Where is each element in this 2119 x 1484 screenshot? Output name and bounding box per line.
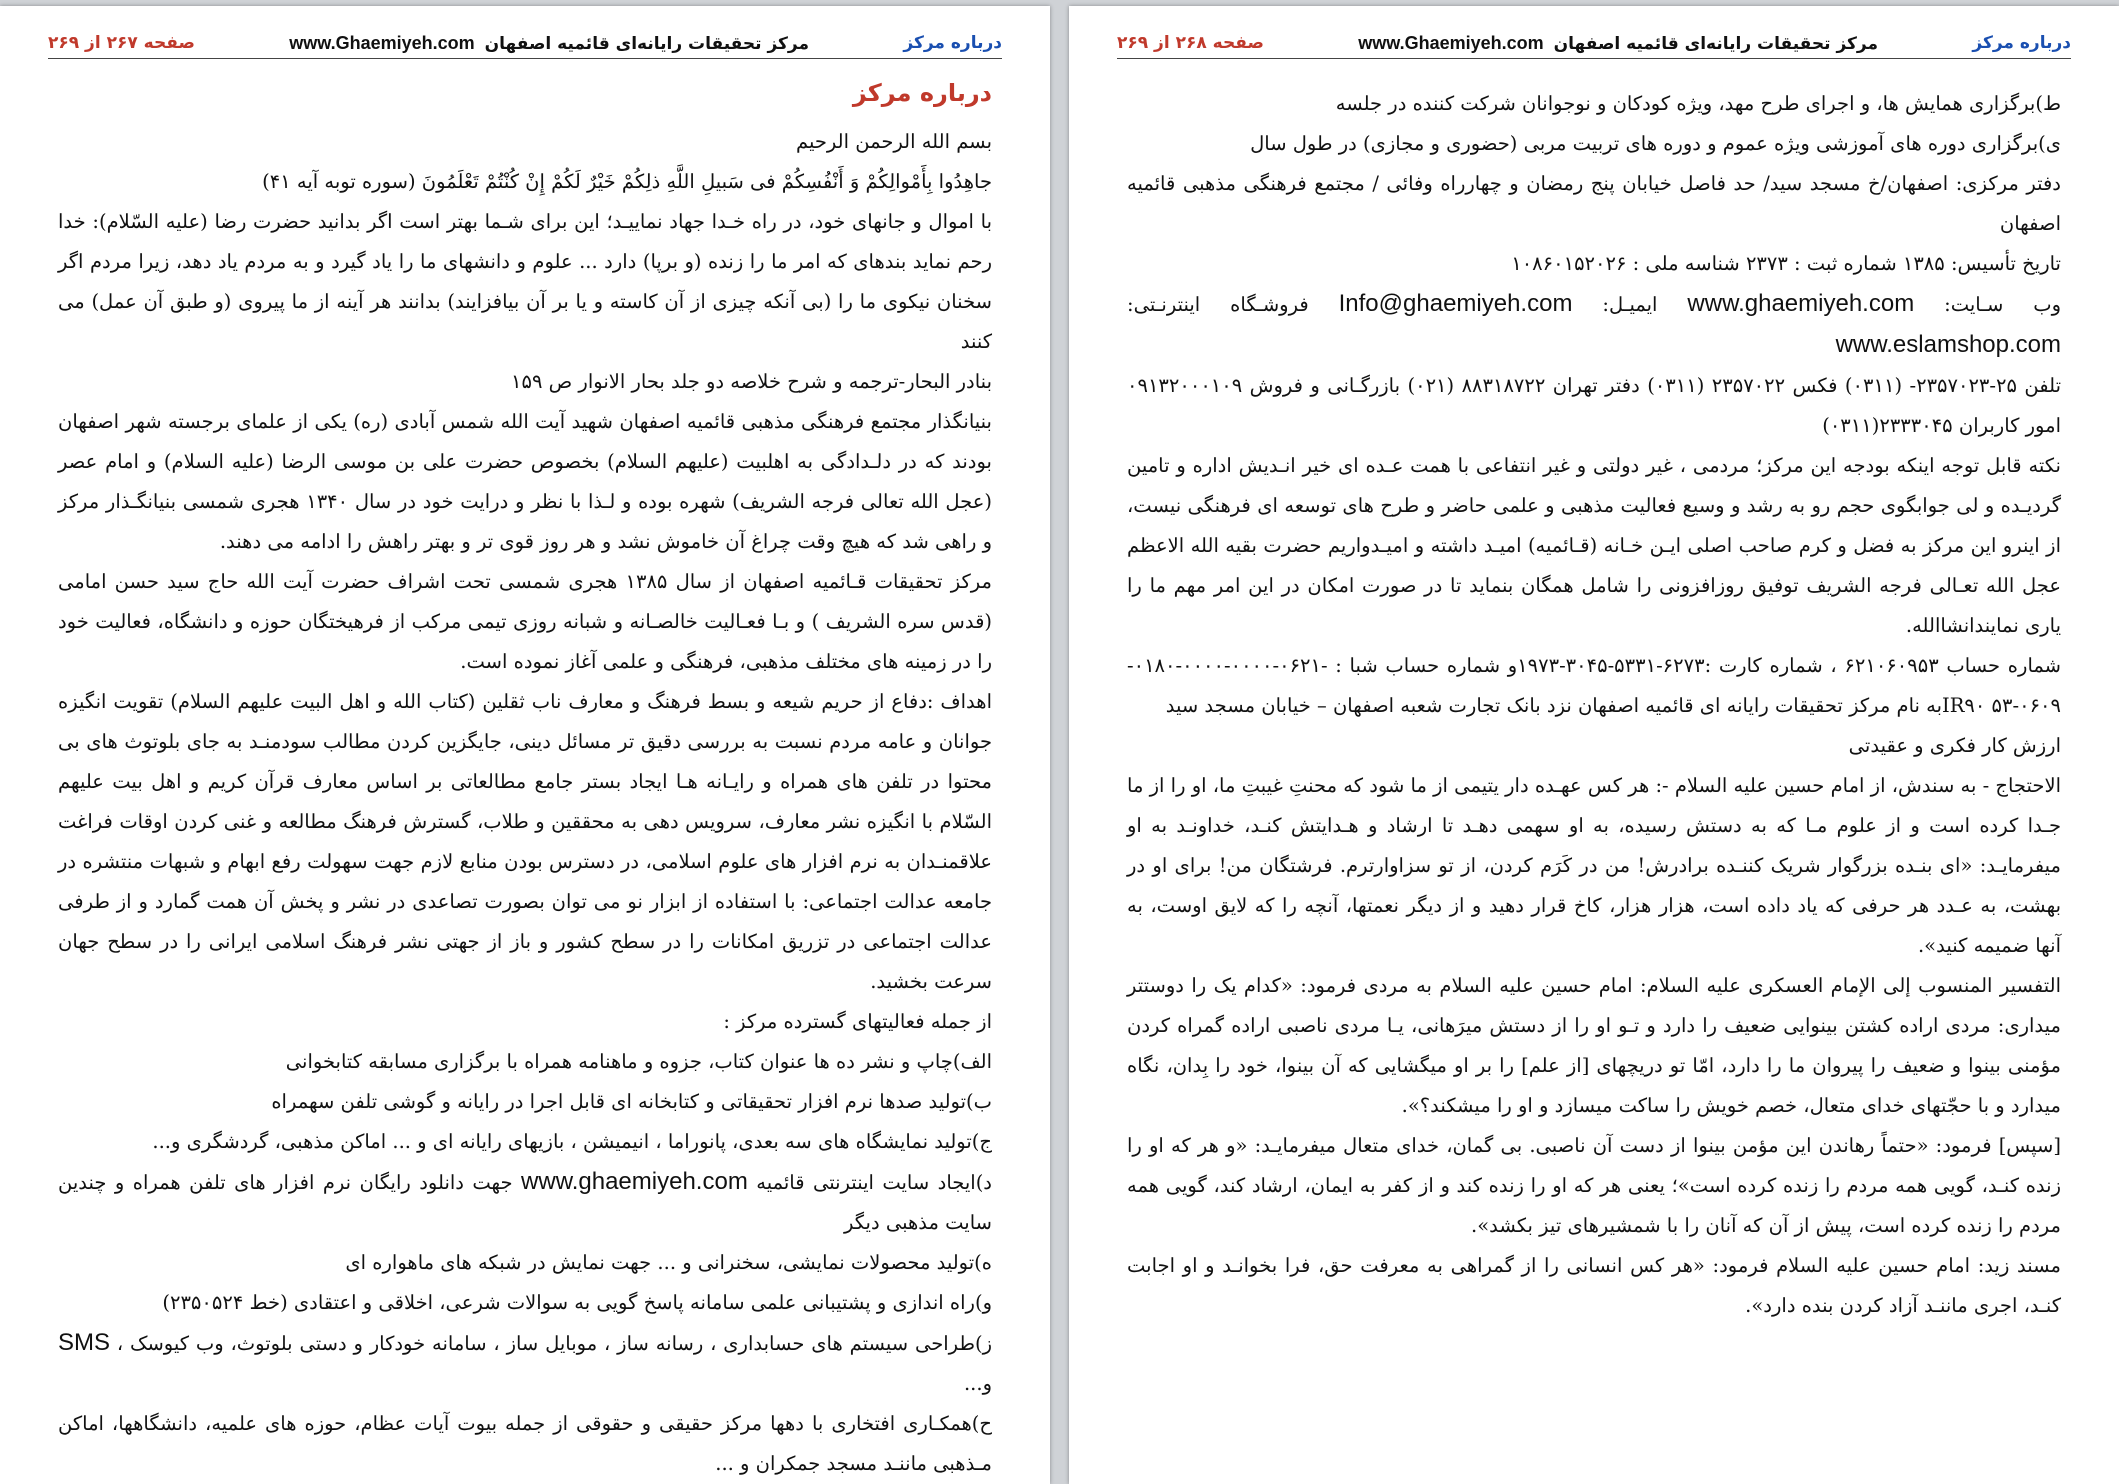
page-body [58, 70, 992, 1484]
paragraph: التفسیر المنسوب إلی الإمام العسکری علیه السلام: امام حسین علیه السلام به مردی فرمود: «کدام یک را دوستتر میداری: مردی اراده کشتن بینوایی ضعیف را دارد و تـو او را از دستش میرَهانی، یـا مردی ناصبی اراده گمراه کردن مؤمنی بینوا و ضعیف را پیروان ما را دارد، امّا تو دریچهای [از علم] را بر او میگشایی که آن بینوا، خود را بِدان، نگاه میدارد و با حجّتهای خدای متعال، خصم خویش را ساکت میسازد و او را میشکند؟». [1127, 974, 2061, 1117]
header-center-title: مرکز تحقیقات رایانه‌ای قائمیه اصفهان [484, 33, 810, 54]
list-item: ح)همکـاری افتخاری با دهها مرکز حقیقی و حقوقی از جمله بیوت آیات عظام، حوزه های علمیه، دانشگاهها، اماکن مـذهبی ماننـد مسجد جمکران و ... [58, 1412, 992, 1475]
item-text: جهت دانلود رایگان نرم افزار های تلفن همراه و چندین سایت مذهبی دیگر [58, 1171, 992, 1234]
list-item: ط)برگزاری همایش ها، و اجرای طرح مهد، ویژه کودکان و نوجوانان شرکت کننده در جلسه [1335, 92, 2061, 115]
paragraph: اهداف :دفاع از حریم شیعه و بسط فرهنگ و معارف ناب ثقلین (کتاب الله و اهل البیت علیهم السلام) تقویت انگیزه جوانان و عامه مردم نسبت به بررسی دقیق تر مسائل دینی، جایگزین کردن مطالب سودمنـد به جای بلوتوث های بی محتوا در تلفن های همراه و رایـانه هـا ایجاد بستر جامع مطالعاتی بر اساس معارف قرآن کریم و اهل بیت علیهم السّلام با انگیزه نشر معارف، سرویس دهی به محققین و طلاب، گسترش فرهنگ مطالعه و غنی کردن اوقات فراغت علاقمنـدان به نرم افزار های علوم اسلامی، در دسترس بودن منابع لازم جهت سهولت رفع ابهام و شبهات منتشره در جامعه عدالت اجتماعی: با استفاده از ابزار نو می توان بصورت تصاعدی در نشر و پخش آن همت گمارد و از طرفی عدالت اجتماعی در تزریق امکانات را در سطح کشور و باز از جهتی نشر فرهنگ اسلامی ایرانی را در سطح جهان سرعت بخشید. [58, 690, 992, 993]
paragraph: [سپس] فرمود: «حتماً رهاندن این مؤمن بینوا از دست آن ناصبی. بی گمان، خدای متعال میفرمایـد: «و هر که او را زنده کنـد، گویی همه مردم را زنده کرده است»؛ یعنی هر که او را زنده کند و از کفر به ایمان، ارشاد کند، گویی همه مردم را زنده کرده است، پیش از آن که آنان را با شمشیرهای تیز بکشد». [1127, 1134, 2061, 1237]
paragraph: ارزش کار فکری و عقیدتی [1848, 734, 2061, 757]
contact-line [1127, 284, 2061, 366]
page-267 [0, 6, 1050, 1484]
item-text: د)ایجاد سایت اینترنتی قائمیه [747, 1171, 992, 1194]
list-item: الف)چاپ و نشر ده ها عنوان کتاب، جزوه و ماهنامه همراه با برگزاری مسابقه کتابخوانی [285, 1050, 992, 1073]
paragraph: مسند زید: امام حسین علیه السلام فرمود: «هر کس انسانی را از گمراهی به معرفت حق، فرا بخوانـد و او اجابت کنـد، اجری ماننـد آزاد کردن بنده دارد». [1127, 1254, 2061, 1317]
page-header [48, 28, 1002, 59]
header-site: www.Ghaemiyeh.com [1358, 32, 1544, 53]
page-title: درباره مرکز [852, 79, 992, 107]
list-item [58, 1323, 992, 1404]
header-section: درباره مرکز [1972, 33, 2071, 53]
paragraph: از جمله فعالیتهای گسترده مرکز : [723, 1010, 992, 1033]
header-center [1358, 33, 1878, 54]
paragraph: الاحتجاج - به سندش، از امام حسین علیه السلام -: هر کس عهـده دار یتیمی از ما شود که محنتِ غیبتِ ما، او را از ما جـدا کرده است و از علوم مـا که به دستش رسیده، به او سهمی دهـد تا ارشاد و هـدایتش کنـد، خداونـد به او میفرمایـد: «ای بنـده بزرگوار شریک کننـده برادرش! من در کَرَم کردن، از تو سزاوارترم. فرشتگان من! برای او در بهشت، به عـدد هر حرفی که یاد داده است، هزار هزار، کاخ قرار دهید و از دیگر نعمتها، آنچه را که لایق اوست، به آنها ضمیمه کنید». [1127, 774, 2061, 957]
header-center-title: مرکز تحقیقات رایانه‌ای قائمیه اصفهان [1553, 33, 1879, 54]
page-body [1127, 84, 2061, 1326]
shop-link[interactable]: www.eslamshop.com [1835, 331, 2061, 358]
header-section: درباره مرکز [903, 33, 1002, 53]
item-text: و... [963, 1372, 992, 1395]
page-header [1117, 28, 2071, 59]
paragraph: تاریخ تأسیس: ۱۳۸۵ شماره ثبت : ۲۳۷۳ شناسه ملی : ۱۰۸۶۰۱۵۲۰۲۶ [1511, 252, 2061, 275]
paragraph: دفتر مرکزی: اصفهان/خ مسجد سید/ حد فاصل خیابان پنج رمضان و چهارراه وفائی / مجتمع فرهنگی مذهبی قائمیه اصفهان [1127, 172, 2061, 235]
website-link[interactable]: www.ghaemiyeh.com [1687, 290, 1915, 317]
list-item: ه)تولید محصولات نمایشی، سخنرانی و ... جهت نمایش در شبکه های ماهواره ای [345, 1251, 992, 1274]
list-item: و)راه اندازی و پشتیبانی علمی سامانه پاسخ گویی به سوالات شرعی، اخلاقی و اعتقادی (خط ۲۳۵۰۵۲۴) [162, 1291, 992, 1314]
list-item: ب)تولید صدها نرم افزار تحقیقاتی و کتابخانه ای قابل اجرا در رایانه و گوشی تلفن سهمراه [271, 1090, 992, 1113]
list-item: ی)برگزاری دوره های آموزشی ویژه عموم و دوره های تربیت مربی (حضوری و مجازی) در طول سال [1250, 132, 2061, 155]
paragraph: تلفن ۲۵-۲۳۵۷۰۲۳- (۰۳۱۱) فکس ۲۳۵۷۰۲۲ (۰۳۱۱) دفتر تهران ۸۸۳۱۸۷۲۲ (۰۲۱) بازرگـانی و فروش ۰۹۱۳۲۰۰۰۱۰۹ امور کاربران ۲۳۳۳۰۴۵(۰۳۱۱) [1127, 374, 2061, 437]
paragraph: بنادر البحار-ترجمه و شرح خلاصه دو جلد بحار الانوار ص ۱۵۹ [511, 370, 992, 393]
paragraph: جاهِدُوا بِأَمْوالِکُمْ وَ أَنْفُسِکُمْ فی سَبیلِ اللَّهِ ذلِکُمْ خَیْرٌ لَکُمْ إِنْ کُنْتُمْ تَعْلَمُونَ (سوره توبه آیه ۴۱) [262, 170, 992, 193]
label: وب سـایت: [1914, 293, 2062, 316]
page-number: صفحه ۲۶۷ از ۲۶۹ [48, 33, 195, 53]
paragraph: مرکز تحقیقات قـائمیه اصفهان از سال ۱۳۸۵ هجری شمسی تحت اشراف حضرت آیت الله حاج سید حسن امامی (قدس سره الشریف ) و بـا فعـالیت خالصـانه و شبانه روزی تیمی مرکب از فرهیختگان حوزه و دانشگاه، فعالیت خود را در زمینه های مختلف مذهبی، فرهنگی و علمی آغاز نموده است. [58, 570, 992, 673]
label: ایمیـل: [1572, 293, 1688, 316]
list-item: ج)تولید نمایشگاه های سه بعدی، پانوراما ، انیمیشن ، بازیهای رایانه ای و ... اماکن مذهبی، گردشگری و... [152, 1130, 992, 1153]
paragraph: بنیانگذار مجتمع فرهنگی مذهبی قائمیه اصفهان شهید آیت الله شمس آبادی (ره) یکی از علمای برجسته شهر اصفهان بودند که در دلـدادگی به اهلبیت (علیهم السلام) بخصوص حضرت علی بن موسی الرضا (علیه السلام) و امام عصر (عجل الله تعالی فرجه الشریف) شهره بوده و لـذا با نظر و درایت خود در سال ۱۳۴۰ هجری شمسی بنیانگـذار مرکز و راهی شد که هیچ وقت چراغ آن خاموش نشد و هر روز قوی تر و بهتر راهش را ادامه می دهند. [58, 410, 993, 553]
list-item [58, 1162, 992, 1243]
email-link[interactable]: Info@ghaemiyeh.com [1338, 290, 1573, 317]
site-link[interactable]: www.ghaemiyeh.com [521, 1168, 748, 1195]
header-center [289, 33, 809, 54]
sms-text: SMS [58, 1329, 111, 1356]
paragraph: بسم الله الرحمن الرحیم [796, 130, 992, 153]
item-text: ز)طراحی سیستم های حسابداری ، رسانه ساز ، موبایل ساز ، سامانه خودکار و دستی بلوتوث، وب کیوسک ، [110, 1332, 992, 1355]
label: فروشـگاه اینترنـتی: [1127, 293, 1339, 316]
header-site: www.Ghaemiyeh.com [289, 32, 475, 53]
paragraph: نکته قابل توجه اینکه بودجه این مرکز؛ مردمی ، غیر دولتی و غیر انتفاعی با همت عـده ای خیر انـدیش اداره و تامین گردیـده و لی جوابگوی حجم رو به رشد و وسیع فعالیت مذهبی و علمی حاضر و طرح های توسعه ای فرهنگی نیست، از اینرو این مرکز به فضل و کرم صاحب اصلی ایـن خـانه (قـائمیه) امیـد داشته و امیـدواریم حضرت بقیه الله الاعظم عجل الله تعـالی فرجه الشریف توفیق روزافزونی را شامل همگان بنماید تا در صورت امکان در این امر مهم ما را یاری نمایندانشاالله. [1127, 454, 2061, 637]
page-number: صفحه ۲۶۸ از ۲۶۹ [1117, 33, 1264, 53]
paragraph: با اموال و جانهای خود، در راه خـدا جهاد نماییـد؛ این برای شـما بهتر است اگر بدانید حضرت رضا (علیه السّلام): خدا رحم نماید بندهای که امر ما را زنده (و برپا) دارد ... علوم و دانشهای ما را یاد گیرد و به مردم یاد دهد، زیرا مردم اگر سخنان نیکوی ما را (بی آنکه چیزی از آن کاسته و یا بر آن بیافزایند) بدانند هر آینه از ما پیروی (و طبق آن عمل) می کنند [58, 210, 992, 353]
page-268 [1069, 6, 2119, 1484]
paragraph: شماره حساب ۶۲۱۰۶۰۹۵۳ ، شماره کارت :۶۲۷۳-۵۳۳۱-۳۰۴۵-۱۹۷۳و شماره حساب شبا : -۰۶۲۱-۰۰۰۰-۰۰۰۰-۰۱۸۰-IR۹۰ ۵۳-۰۶۰۹به نام مرکز تحقیقات رایانه ای قائمیه اصفهان نزد بانک تجارت شعبه اصفهان – خیابان مسجد سید [1127, 654, 2061, 717]
